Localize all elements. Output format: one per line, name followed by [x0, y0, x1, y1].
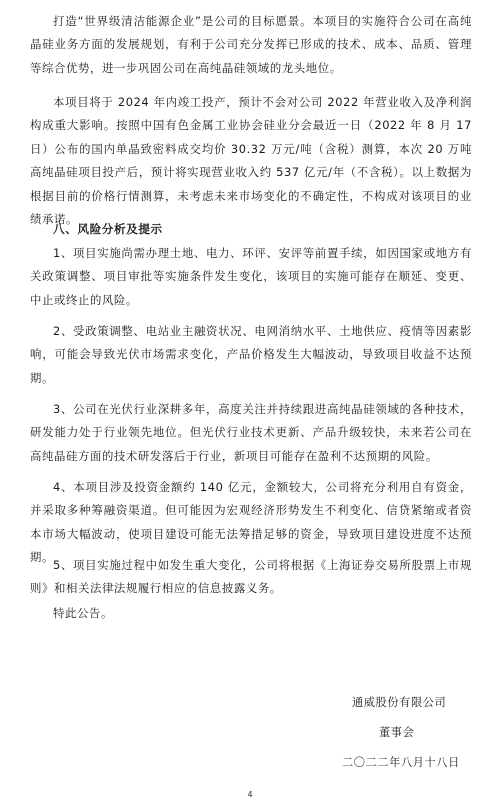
section-heading-risks: 八、风险分析及提示: [53, 222, 163, 236]
signature-date: 二〇二二年八月十八日: [342, 756, 460, 769]
risk-item-3: 3、公司在光伏行业深耕多年，高度关注并持续跟进高纯晶硅领域的各种技术，研发能力处于行业领先地位。但光伏行业技术更新、产品升级较快，未来若公司在高纯晶硅方面的技术研发落后于行业，新项目可能存在盈利不达预期的风险。: [30, 402, 472, 463]
signature-company: 通威股份有限公司: [352, 696, 447, 709]
risk-item-5: 5、项目实施过程中如发生重大变化，公司将根据《上海证券交易所股票上市规则》和相关法律法规履行相应的信息披露义务。: [30, 558, 472, 596]
risk-item-4: 4、本项目涉及投资金额约 140 亿元，金额较大，公司将充分利用自有资金，并采取多种筹融资渠道。但可能因为宏观经济形势发生不利变化、信贷紧缩或者资本市场大幅波动，使项目建设可能无法筹措足够的资金，导致项目建设进度不达预期。: [30, 480, 472, 565]
page-number: 4: [247, 790, 253, 799]
risk-item-2: 2、受政策调整、电站业主融资状况、电网消纳水平、土地供应、疫情等因素影响，可能会导致光伏市场需求变化，产品价格发生大幅波动，导致项目收益不达预期。: [30, 324, 472, 385]
paragraph-revenue-impact: 本项目将于 2024 年内竣工投产，预计不会对公司 2022 年营业收入及净利润构成重大影响。按照中国有色金属工业协会硅业分会最近一日（2022 年 8 月 17 日）公布的国内单晶致密料成交均价 30.32 万元/吨（含税）测算，本次 20 万吨高纯晶硅项目投产后，预计将实现营业收入约 537 亿元/年（不含税）。以上数据为根据目前的价格行情测算，未考虑未来市场变化的不确定性，不构成对该项目的业绩承诺。: [30, 95, 472, 227]
closing-statement: 特此公告。: [53, 606, 113, 620]
risk-item-1: 1、项目实施尚需办理土地、电力、环评、安评等前置手续，如因国家或地方有关政策调整、项目审批等实施条件发生变化，该项目的实施可能存在顺延、变更、中止或终止的风险。: [30, 246, 472, 307]
paragraph-strategy: 打造“世界级清洁能源企业”是公司的目标愿景。本项目的实施符合公司在高纯晶硅业务方面的发展规划，有利于公司充分发挥已形成的技术、成本、品质、管理等综合优势，进一步巩固公司在高纯晶硅领域的龙头地位。: [30, 14, 472, 75]
signature-board: 董事会: [379, 726, 415, 739]
